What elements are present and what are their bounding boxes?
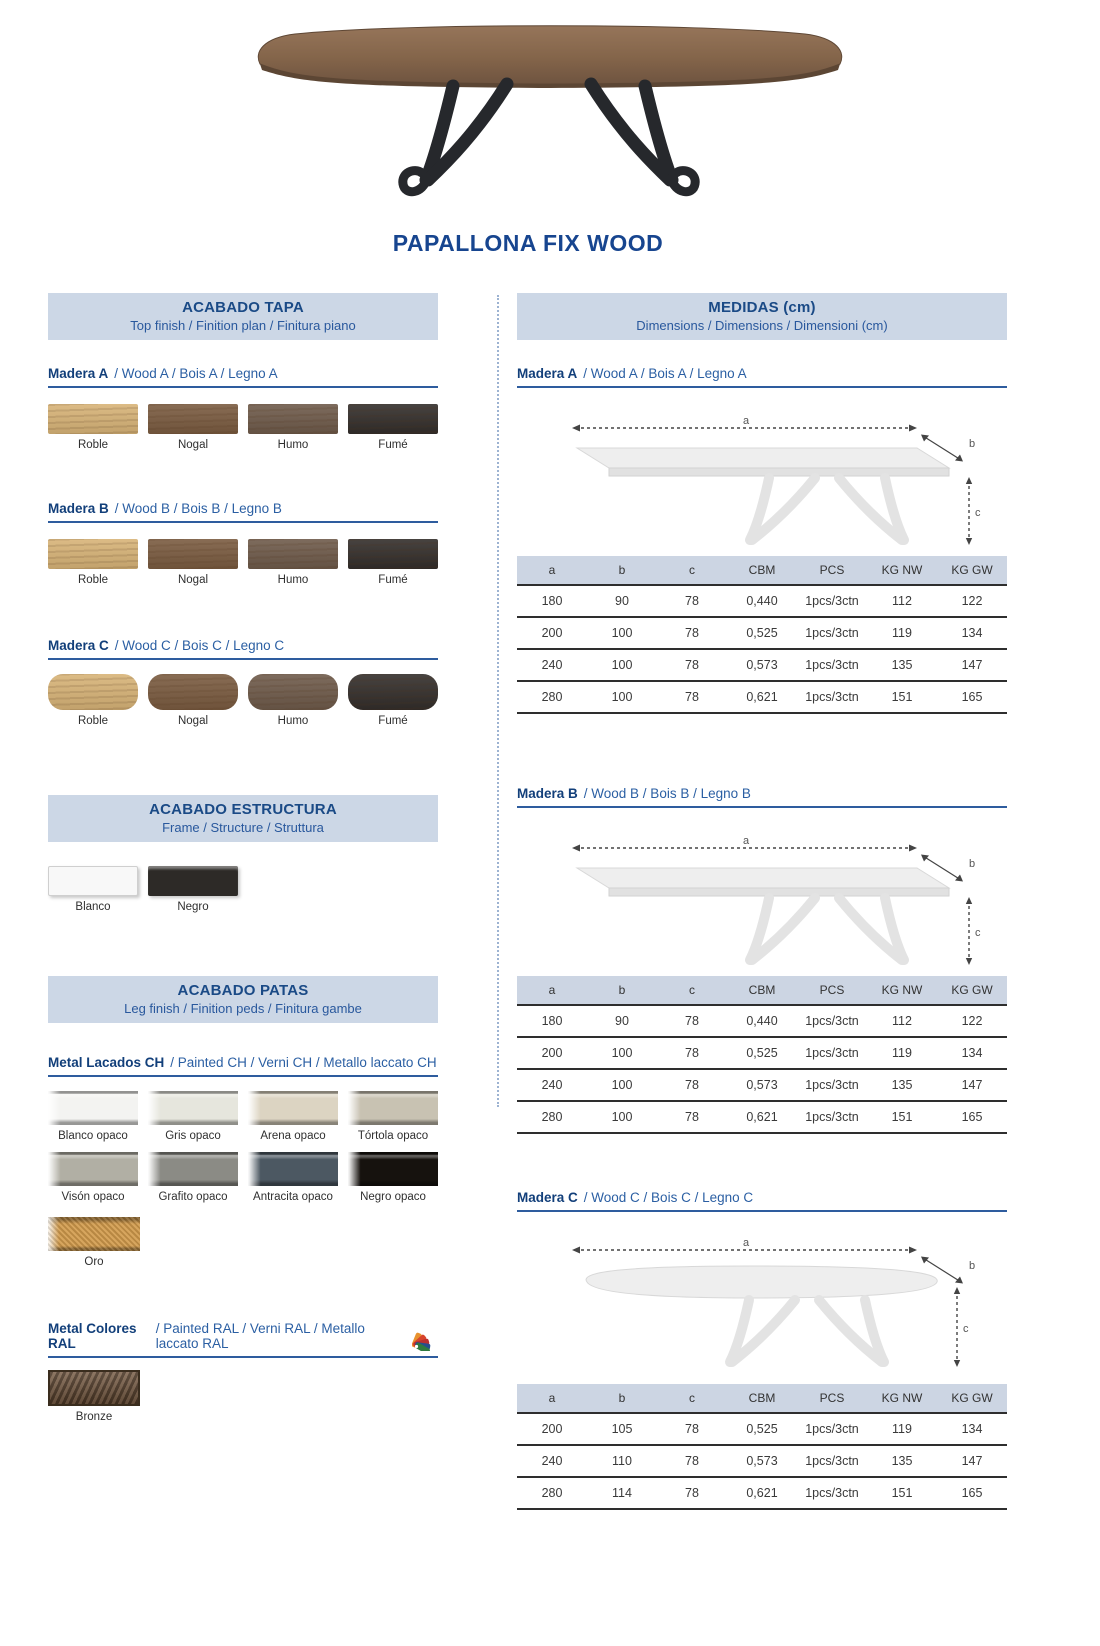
swatch-item	[248, 1091, 338, 1142]
dimension-diagram-c	[517, 1220, 1007, 1370]
table-header-cell: KG GW	[937, 976, 1007, 1005]
table-cell: 1pcs/3ctn	[797, 617, 867, 649]
table-header-row	[517, 1384, 1007, 1413]
heading-dim-madera-c	[517, 1190, 1007, 1212]
heading-bold: Madera A	[517, 366, 578, 381]
page-title: PAPALLONA FIX WOOD	[392, 230, 664, 256]
wood-swatch	[348, 539, 438, 569]
svg-text:c: c	[963, 1323, 969, 1335]
swatch-label: Nogal	[177, 715, 209, 727]
table-cell: 147	[937, 1445, 1007, 1477]
metal-swatch	[48, 1091, 138, 1125]
heading-bold: Madera B	[517, 786, 578, 801]
product-photo	[245, 10, 855, 220]
table-cell: 1pcs/3ctn	[797, 1477, 867, 1509]
metal-swatch	[148, 1091, 238, 1125]
swatch-item	[248, 674, 338, 727]
table-cell: 135	[867, 649, 937, 681]
table-cell: 1pcs/3ctn	[797, 1101, 867, 1133]
heading-bold: Metal Lacados CH	[48, 1055, 165, 1070]
swatch-item	[48, 1152, 138, 1203]
heading-rest: / Painted RAL / Verni RAL / Metallo laccato RAL	[155, 1321, 365, 1351]
table-cell: 280	[517, 1101, 587, 1133]
table-cell: 100	[587, 1037, 657, 1069]
table-header-row	[517, 976, 1007, 1005]
svg-text:a: a	[743, 1237, 750, 1249]
swatch-item	[48, 1370, 140, 1423]
table-cell: 1pcs/3ctn	[797, 681, 867, 713]
swatch-item	[148, 1152, 238, 1203]
table-header-cell: a	[517, 976, 587, 1005]
section-header-frame-finish	[48, 795, 438, 842]
swatch-label: Fumé	[378, 715, 408, 727]
swatch-label: Blanco	[75, 901, 111, 913]
table-header-cell: CBM	[727, 976, 797, 1005]
swatch-label: Negro opaco	[360, 1191, 426, 1203]
table-photo-illustration	[245, 10, 855, 220]
section-header-dimensions	[517, 293, 1007, 340]
table-header-cell: CBM	[727, 556, 797, 585]
wood-swatch	[48, 404, 138, 434]
dimensions-table-madera-a	[517, 556, 1007, 714]
table-cell: 165	[937, 681, 1007, 713]
swatch-label: Tórtola opaco	[357, 1130, 429, 1142]
section-subtitle: Top finish / Finition plan / Finitura piano	[130, 318, 356, 333]
table-cell: 78	[657, 1069, 727, 1101]
table-cell: 110	[587, 1445, 657, 1477]
table-cell: 78	[657, 585, 727, 617]
swatch-label: Roble	[77, 715, 109, 727]
table-cell: 200	[517, 1413, 587, 1445]
table-body	[517, 1005, 1007, 1133]
heading-madera-c	[48, 638, 438, 660]
table-cell: 78	[657, 1005, 727, 1037]
dimensions-table-madera-b	[517, 976, 1007, 1134]
heading-madera-a	[48, 366, 438, 388]
table-header-cell: b	[587, 1384, 657, 1413]
table-cell: 1pcs/3ctn	[797, 1445, 867, 1477]
svg-text:a: a	[743, 415, 750, 427]
swatch-item	[48, 404, 138, 451]
swatch-item	[348, 404, 438, 451]
table-cell: 78	[657, 617, 727, 649]
metal-swatch	[348, 1091, 438, 1125]
swatch-label: Oro	[84, 1256, 104, 1268]
table-cell: 0,621	[727, 681, 797, 713]
table-body	[517, 585, 1007, 713]
table-header-cell: PCS	[797, 976, 867, 1005]
ral-color-fan-icon	[412, 1330, 438, 1354]
heading-metal-lacados-ch	[48, 1055, 438, 1077]
swatch-label: Humo	[277, 439, 309, 451]
section-header-leg-finish	[48, 976, 438, 1023]
table-cell: 240	[517, 1445, 587, 1477]
table-header-cell: b	[587, 976, 657, 1005]
heading-rest: / Wood C / Bois C / Legno C	[583, 1190, 754, 1205]
table-header-cell: KG NW	[867, 1384, 937, 1413]
table-header-cell: PCS	[797, 556, 867, 585]
dimensions-column	[517, 293, 1007, 1510]
swatch-item	[348, 674, 438, 727]
table-cell: 112	[867, 585, 937, 617]
table-cell: 78	[657, 1477, 727, 1509]
table-row	[517, 1037, 1007, 1069]
svg-text:b: b	[969, 858, 976, 870]
wood-swatch	[348, 674, 438, 710]
table-row	[517, 1445, 1007, 1477]
heading-bold: Madera A	[48, 366, 109, 381]
swatch-item	[48, 674, 138, 727]
heading-rest: / Wood B / Bois B / Legno B	[583, 786, 751, 801]
table-cell: 90	[587, 1005, 657, 1037]
table-cell: 105	[587, 1413, 657, 1445]
column-divider	[497, 295, 499, 1107]
table-cell: 1pcs/3ctn	[797, 1413, 867, 1445]
wood-swatch	[148, 539, 238, 569]
table-cell: 1pcs/3ctn	[797, 1037, 867, 1069]
table-row	[517, 585, 1007, 617]
table-body	[517, 1413, 1007, 1509]
heading-rest: / Wood C / Bois C / Legno C	[114, 638, 285, 653]
metal-swatch-row-2	[48, 1152, 438, 1203]
table-cell: 240	[517, 1069, 587, 1101]
table-cell: 78	[657, 681, 727, 713]
table-cell: 180	[517, 1005, 587, 1037]
dimension-diagram-a	[517, 398, 1007, 548]
table-cell: 0,440	[727, 1005, 797, 1037]
swatch-label: Humo	[277, 715, 309, 727]
table-cell: 78	[657, 1101, 727, 1133]
heading-rest: / Wood A / Bois A / Legno A	[114, 366, 278, 381]
table-cell: 0,573	[727, 649, 797, 681]
table-cell: 1pcs/3ctn	[797, 1005, 867, 1037]
swatch-label: Nogal	[177, 439, 209, 451]
table-header-cell: c	[657, 976, 727, 1005]
swatch-label: Antracita opaco	[253, 1191, 333, 1203]
metal-swatch	[148, 1152, 238, 1186]
swatch-label: Roble	[77, 574, 109, 586]
table-cell: 147	[937, 649, 1007, 681]
metal-swatch	[248, 1152, 338, 1186]
table-cell: 119	[867, 1037, 937, 1069]
table-cell: 100	[587, 1101, 657, 1133]
table-cell: 100	[587, 617, 657, 649]
table-cell: 0,440	[727, 585, 797, 617]
swatch-label: Grafito opaco	[158, 1191, 228, 1203]
table-header-cell: PCS	[797, 1384, 867, 1413]
table-cell: 151	[867, 1101, 937, 1133]
swatch-item	[148, 866, 238, 913]
section-title: ACABADO PATAS	[177, 982, 309, 999]
table-cell: 135	[867, 1445, 937, 1477]
table-header-cell: a	[517, 556, 587, 585]
table-cell: 0,573	[727, 1445, 797, 1477]
heading-bold: Madera C	[48, 638, 109, 653]
table-cell: 147	[937, 1069, 1007, 1101]
swatch-label: Arena opaco	[260, 1130, 326, 1142]
swatch-item	[48, 866, 138, 913]
table-row	[517, 1005, 1007, 1037]
table-cell: 200	[517, 617, 587, 649]
wood-swatch	[248, 674, 338, 710]
swatch-item	[48, 1217, 140, 1268]
wood-swatch	[48, 674, 138, 710]
ral-swatch-row	[48, 1370, 438, 1423]
swatch-label: Visón opaco	[61, 1191, 125, 1203]
swatch-item	[348, 1152, 438, 1203]
table-cell: 151	[867, 681, 937, 713]
metal-swatch	[48, 1152, 138, 1186]
section-subtitle: Frame / Structure / Struttura	[162, 820, 324, 835]
heading-bold: Madera C	[517, 1190, 578, 1205]
table-cell: 165	[937, 1101, 1007, 1133]
swatch-item	[148, 674, 238, 727]
table-cell: 0,525	[727, 1037, 797, 1069]
table-header-cell: c	[657, 1384, 727, 1413]
table-cell: 1pcs/3ctn	[797, 649, 867, 681]
swatch-item	[148, 404, 238, 451]
frame-swatch-row	[48, 866, 438, 913]
section-title: ACABADO ESTRUCTURA	[149, 801, 337, 818]
swatch-item	[148, 1091, 238, 1142]
heading-dim-madera-b	[517, 786, 1007, 808]
metal-swatch-row-1	[48, 1091, 438, 1142]
table-cell: 122	[937, 585, 1007, 617]
table-cell: 0,525	[727, 617, 797, 649]
frame-swatch	[148, 866, 238, 896]
wood-swatch	[348, 404, 438, 434]
swatch-item	[348, 1091, 438, 1142]
table-header-cell: KG NW	[867, 556, 937, 585]
table-row	[517, 649, 1007, 681]
table-cell: 122	[937, 1005, 1007, 1037]
ral-swatch	[48, 1370, 140, 1406]
table-cell: 1pcs/3ctn	[797, 1069, 867, 1101]
svg-text:b: b	[969, 438, 976, 450]
wood-swatch	[248, 404, 338, 434]
finishes-column	[48, 293, 438, 1423]
heading-rest: / Painted CH / Verni CH / Metallo laccato CH	[170, 1055, 437, 1070]
section-title: MEDIDAS (cm)	[708, 299, 816, 316]
heading-madera-b	[48, 501, 438, 523]
wood-swatch	[248, 539, 338, 569]
swatch-label: Nogal	[177, 574, 209, 586]
table-row	[517, 617, 1007, 649]
table-header-cell: a	[517, 1384, 587, 1413]
table-cell: 78	[657, 1037, 727, 1069]
wood-swatch	[148, 404, 238, 434]
heading-metal-colores-ral	[48, 1321, 438, 1358]
swatch-label: Fumé	[378, 574, 408, 586]
swatch-item	[248, 404, 338, 451]
swatch-label: Bronze	[75, 1411, 113, 1423]
swatch-item	[248, 1152, 338, 1203]
wood-swatch	[48, 539, 138, 569]
table-row	[517, 1069, 1007, 1101]
table-header-cell: KG GW	[937, 1384, 1007, 1413]
table-cell: 151	[867, 1477, 937, 1509]
svg-text:b: b	[969, 1260, 976, 1272]
svg-text:c: c	[975, 927, 981, 939]
swatch-item	[48, 1091, 138, 1142]
dimensions-table-madera-c	[517, 1384, 1007, 1510]
table-cell: 280	[517, 681, 587, 713]
heading-bold: Metal Colores RAL	[48, 1321, 137, 1351]
table-row	[517, 1477, 1007, 1509]
metal-swatch-row-3	[48, 1217, 438, 1268]
swatch-label: Fumé	[378, 439, 408, 451]
table-cell: 90	[587, 585, 657, 617]
table-cell: 134	[937, 1037, 1007, 1069]
wood-swatch-row-b	[48, 539, 438, 586]
wood-swatch-row-c	[48, 674, 438, 727]
wood-swatch-row-a	[48, 404, 438, 451]
table-cell: 119	[867, 1413, 937, 1445]
table-row	[517, 681, 1007, 713]
swatch-label: Negro	[177, 901, 209, 913]
section-subtitle: Leg finish / Finition peds / Finitura gambe	[124, 1001, 362, 1016]
table-header-cell: KG GW	[937, 556, 1007, 585]
dimension-diagram-b	[517, 818, 1007, 968]
swatch-label: Roble	[77, 439, 109, 451]
table-cell: 200	[517, 1037, 587, 1069]
table-cell: 100	[587, 1069, 657, 1101]
svg-text:a: a	[743, 835, 750, 847]
svg-text:c: c	[975, 507, 981, 519]
table-cell: 0,525	[727, 1413, 797, 1445]
table-cell: 100	[587, 681, 657, 713]
table-cell: 114	[587, 1477, 657, 1509]
table-cell: 0,573	[727, 1069, 797, 1101]
table-row	[517, 1413, 1007, 1445]
swatch-label: Blanco opaco	[58, 1130, 128, 1142]
swatch-item	[348, 539, 438, 586]
table-header-cell: CBM	[727, 1384, 797, 1413]
table-header	[517, 556, 1007, 585]
frame-swatch	[48, 866, 138, 896]
wood-swatch	[148, 674, 238, 710]
table-cell: 165	[937, 1477, 1007, 1509]
table-cell: 78	[657, 1445, 727, 1477]
table-cell: 135	[867, 1069, 937, 1101]
table-cell: 0,621	[727, 1101, 797, 1133]
table-header-row	[517, 556, 1007, 585]
table-cell: 180	[517, 585, 587, 617]
table-cell: 119	[867, 617, 937, 649]
table-cell: 134	[937, 1413, 1007, 1445]
swatch-label: Gris opaco	[165, 1130, 221, 1142]
section-header-top-finish	[48, 293, 438, 340]
section-title: ACABADO TAPA	[182, 299, 304, 316]
table-header-cell: b	[587, 556, 657, 585]
metal-swatch	[348, 1152, 438, 1186]
swatch-label: Humo	[277, 574, 309, 586]
table-cell: 1pcs/3ctn	[797, 585, 867, 617]
metal-swatch	[248, 1091, 338, 1125]
metal-swatch	[48, 1217, 140, 1251]
swatch-item	[248, 539, 338, 586]
table-cell: 78	[657, 1413, 727, 1445]
table-cell: 0,621	[727, 1477, 797, 1509]
table-row	[517, 1101, 1007, 1133]
table-header	[517, 976, 1007, 1005]
table-cell: 240	[517, 649, 587, 681]
heading-dim-madera-a	[517, 366, 1007, 388]
swatch-item	[48, 539, 138, 586]
table-cell: 134	[937, 617, 1007, 649]
table-header-cell: KG NW	[867, 976, 937, 1005]
table-cell: 100	[587, 649, 657, 681]
swatch-item	[148, 539, 238, 586]
heading-rest: / Wood B / Bois B / Legno B	[114, 501, 282, 516]
table-cell: 78	[657, 649, 727, 681]
heading-bold: Madera B	[48, 501, 109, 516]
table-header-cell: c	[657, 556, 727, 585]
table-cell: 112	[867, 1005, 937, 1037]
heading-rest: / Wood A / Bois A / Legno A	[583, 366, 747, 381]
table-cell: 280	[517, 1477, 587, 1509]
table-header	[517, 1384, 1007, 1413]
section-subtitle: Dimensions / Dimensions / Dimensioni (cm)	[636, 318, 888, 333]
